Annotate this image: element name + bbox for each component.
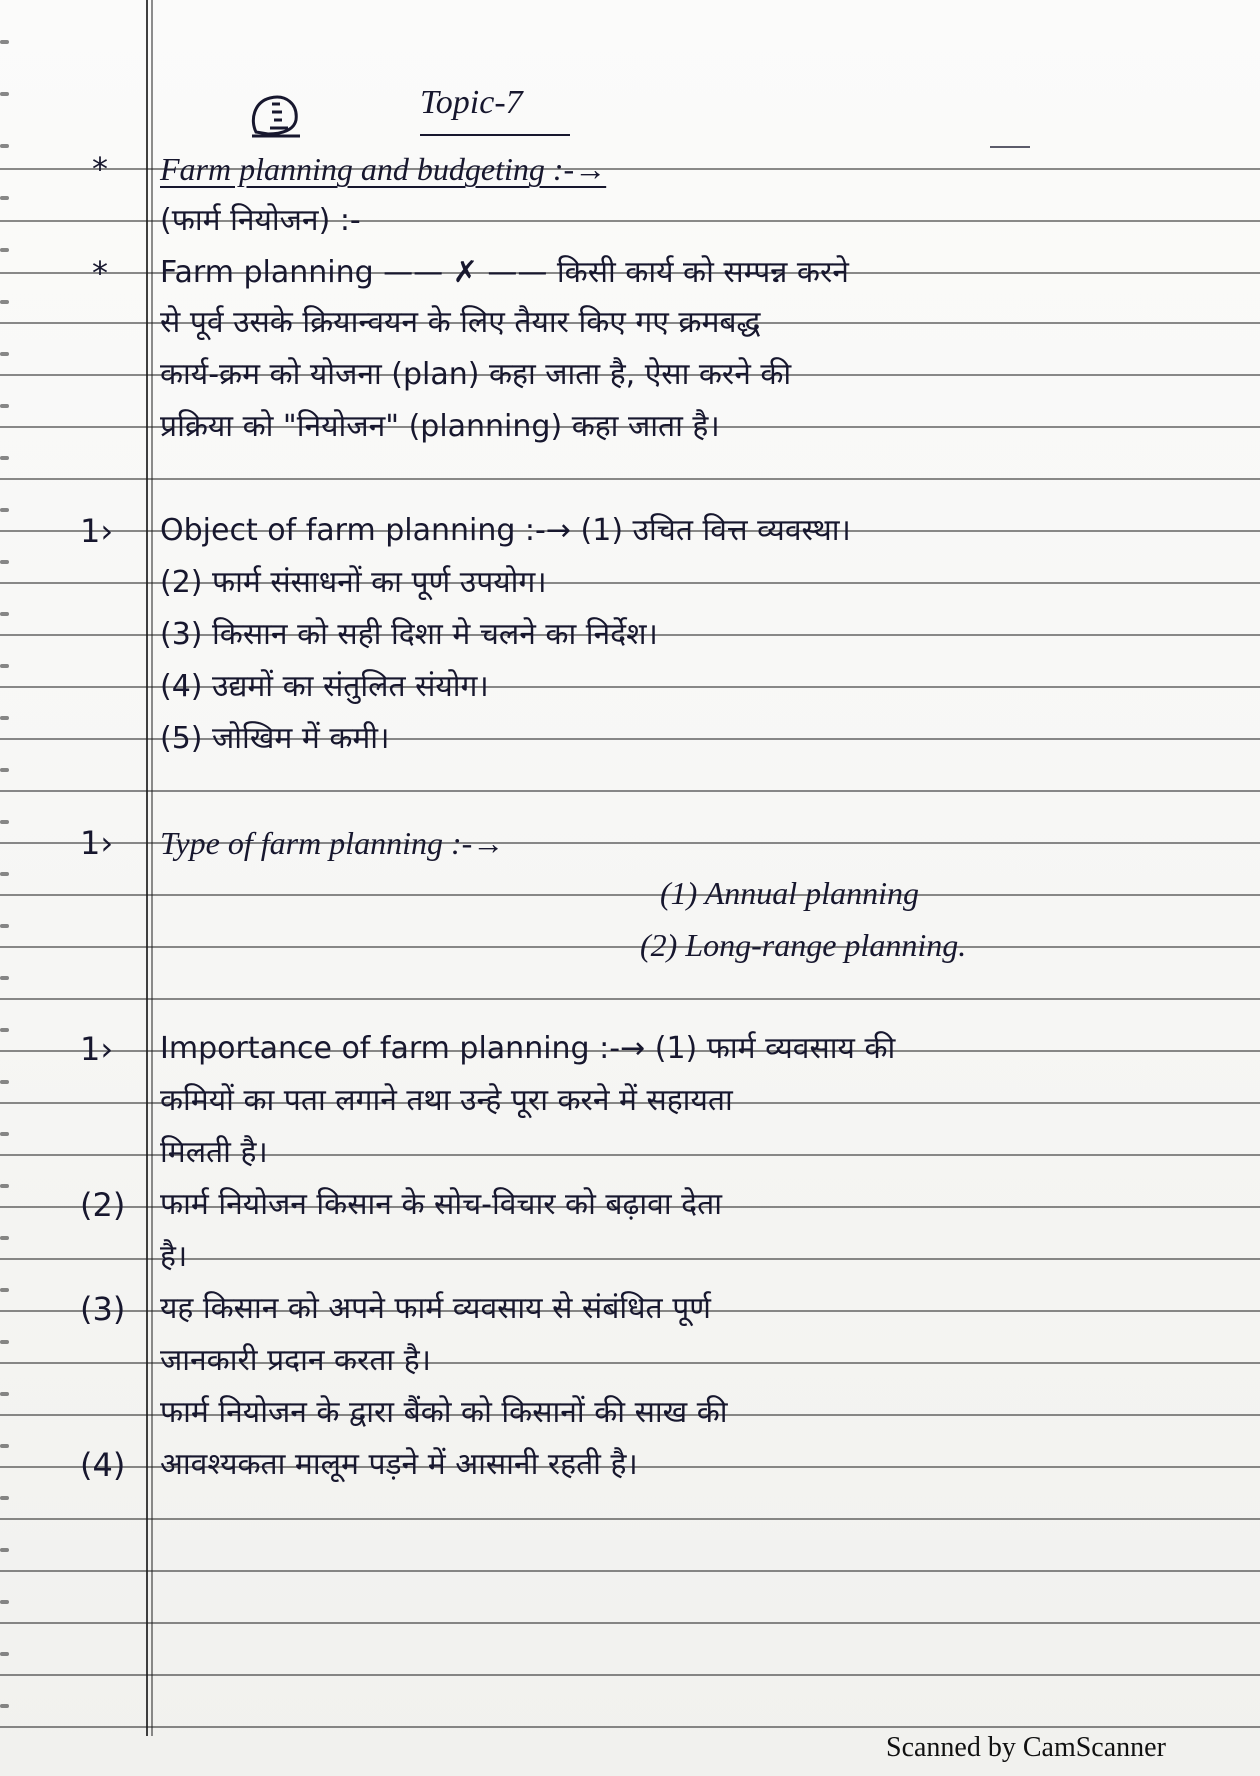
binding-hole bbox=[0, 1704, 9, 1708]
note-line: यह किसान को अपने फार्म व्यवसाय से संबंधित पूर्ण bbox=[160, 1291, 711, 1326]
topic-underline bbox=[420, 134, 570, 136]
ruled-line bbox=[0, 1674, 1260, 1676]
ruled-line bbox=[0, 894, 1260, 896]
line-marker: (3) bbox=[80, 1290, 126, 1328]
line-marker: 1› bbox=[80, 824, 114, 862]
binding-hole bbox=[0, 1132, 9, 1136]
ruled-line bbox=[0, 1518, 1260, 1520]
note-line: मिलती है। bbox=[160, 1135, 268, 1170]
note-line: (2) फार्म संसाधनों का पूर्ण उपयोग। bbox=[160, 565, 547, 600]
scribble-mark-icon bbox=[248, 90, 304, 140]
ruled-line bbox=[0, 1622, 1260, 1624]
binding-hole bbox=[0, 924, 9, 928]
binding-hole bbox=[0, 1080, 9, 1084]
binding-hole bbox=[0, 1652, 9, 1656]
note-line: फार्म नियोजन किसान के सोच-विचार को बढ़ावा देता bbox=[160, 1187, 722, 1222]
binding-hole bbox=[0, 1496, 9, 1500]
note-line: जानकारी प्रदान करता है। bbox=[160, 1343, 432, 1378]
binding-hole bbox=[0, 352, 9, 356]
binding-hole bbox=[0, 456, 9, 460]
binding-hole bbox=[0, 196, 9, 200]
line-marker: * bbox=[92, 150, 108, 188]
ruled-line bbox=[0, 998, 1260, 1000]
binding-hole bbox=[0, 404, 9, 408]
margin-line-left bbox=[146, 0, 148, 1736]
note-line: Farm planning and budgeting :-→ bbox=[160, 151, 607, 187]
binding-hole bbox=[0, 820, 9, 824]
binding-hole bbox=[0, 1236, 9, 1240]
binding-hole bbox=[0, 664, 9, 668]
binding-hole bbox=[0, 40, 9, 44]
ruled-line bbox=[0, 1258, 1260, 1260]
note-line: कार्य-क्रम को योजना (plan) कहा जाता है, ऐसा करने की bbox=[160, 357, 792, 392]
binding-hole bbox=[0, 612, 9, 616]
ruled-line bbox=[0, 478, 1260, 480]
note-line: Importance of farm planning :-→ (1) फार्म व्यवसाय की bbox=[160, 1031, 896, 1066]
binding-hole bbox=[0, 716, 9, 720]
line-marker: 1› bbox=[80, 512, 114, 550]
binding-hole bbox=[0, 508, 9, 512]
note-line: प्रक्रिया को "नियोजन" (planning) कहा जाता है। bbox=[160, 409, 720, 444]
note-line: Object of farm planning :-→ (1) उचित वित्त व्यवस्था। bbox=[160, 513, 851, 548]
ruled-line bbox=[0, 1726, 1260, 1728]
binding-hole bbox=[0, 1392, 9, 1396]
note-line: (4) उद्यमों का संतुलित संयोग। bbox=[160, 669, 489, 704]
binding-hole bbox=[0, 144, 9, 148]
binding-hole bbox=[0, 768, 9, 772]
note-line: आवश्यकता मालूम पड़ने में आसानी रहती है। bbox=[160, 1447, 638, 1482]
note-line: Type of farm planning :-→ bbox=[160, 825, 505, 861]
note-line: फार्म नियोजन के द्वारा बैंको को किसानों की साख की bbox=[160, 1395, 728, 1430]
note-line: से पूर्व उसके क्रियान्वयन के लिए तैयार किए गए क्रमबद्ध bbox=[160, 305, 761, 340]
binding-hole bbox=[0, 300, 9, 304]
binding-hole bbox=[0, 872, 9, 876]
note-line: Farm planning —— ✗ —— किसी कार्य को सम्पन्न करने bbox=[160, 255, 849, 290]
binding-hole bbox=[0, 92, 9, 96]
binding-hole bbox=[0, 1548, 9, 1552]
binding-hole bbox=[0, 1028, 9, 1032]
binding-hole bbox=[0, 560, 9, 564]
binding-hole bbox=[0, 1184, 9, 1188]
note-line: (3) किसान को सही दिशा मे चलने का निर्देश। bbox=[160, 617, 658, 652]
stray-dash bbox=[990, 146, 1030, 148]
binding-hole bbox=[0, 1288, 9, 1292]
binding-hole bbox=[0, 976, 9, 980]
note-line: (5) जोखिम में कमी। bbox=[160, 721, 390, 756]
line-marker: (2) bbox=[80, 1186, 126, 1224]
binding-hole bbox=[0, 248, 9, 252]
line-marker: * bbox=[92, 254, 108, 292]
ruled-line bbox=[0, 1570, 1260, 1572]
scanner-watermark: Scanned by CamScanner bbox=[886, 1732, 1166, 1763]
topic-heading: Topic-7 bbox=[420, 84, 523, 121]
ruled-line bbox=[0, 790, 1260, 792]
note-line: (1) Annual planning bbox=[660, 875, 919, 911]
note-line: कमियों का पता लगाने तथा उन्हे पूरा करने में सहायता bbox=[160, 1083, 733, 1118]
binding-hole bbox=[0, 1444, 9, 1448]
line-marker: (4) bbox=[80, 1446, 126, 1484]
ruled-line bbox=[0, 946, 1260, 948]
note-line: (2) Long-range planning. bbox=[640, 927, 967, 963]
line-marker: 1› bbox=[80, 1030, 114, 1068]
binding-hole bbox=[0, 1600, 9, 1604]
note-line: है। bbox=[160, 1239, 188, 1274]
binding-hole bbox=[0, 1340, 9, 1344]
note-line: (फार्म नियोजन) :- bbox=[160, 203, 361, 238]
margin-line-left-inner bbox=[151, 0, 153, 1736]
